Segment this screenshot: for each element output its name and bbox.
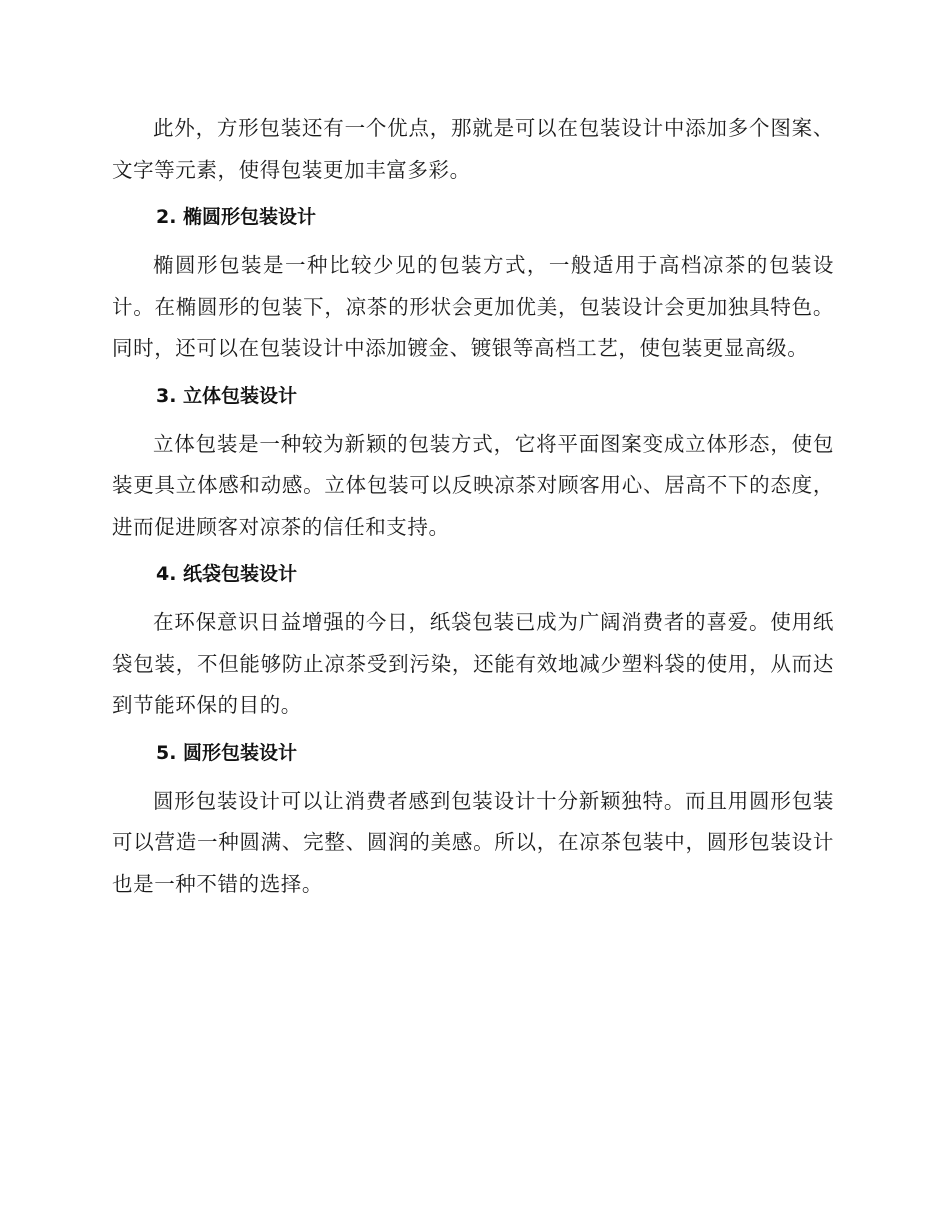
section-heading-round: 5. 圆形包装设计 [156,741,298,764]
section-body-3d: 立体包装是一种较为新颖的包装方式，它将平面图案变成立体形态，使包装更具立体感和动感。立体包装可以反映凉茶对顾客用心、居高不下的态度，进而促进顾客对凉茶的信任和支持。 [112,431,834,539]
section-heading-paper-bag: 4. 纸袋包装设计 [156,563,298,585]
section-heading-ellipse: 2. 椭圆形包装设计 [156,206,317,228]
document-body [112,108,834,905]
section-body-paper-bag: 在环保意识日益增强的今日，纸袋包装已成为广阔消费者的喜爱。使用纸袋包装，不但能够防止凉茶受到污染，还能有效地减少塑料袋的使用，从而达到节能环保的目的。 [112,610,834,717]
section-body-ellipse: 椭圆形包装是一种比较少见的包装方式，一般适用于高档凉茶的包装设计。在椭圆形的包装下，凉茶的形状会更加优美，包装设计会更加独具特色。同时，还可以在包装设计中添加镀金、镀银等高档工艺，使包装更显高级。 [112,253,834,360]
section-heading-3d: 3. 立体包装设计 [156,384,298,407]
intro-paragraph: 此外，方形包装还有一个优点，那就是可以在包装设计中添加多个图案、文字等元素，使得包装更加丰富多彩。 [112,116,834,182]
section-body-round: 圆形包装设计可以让消费者感到包装设计十分新颖独特。而且用圆形包装可以营造一种圆满、完整、圆润的美感。所以，在凉茶包装中，圆形包装设计也是一种不错的选择。 [112,788,834,896]
